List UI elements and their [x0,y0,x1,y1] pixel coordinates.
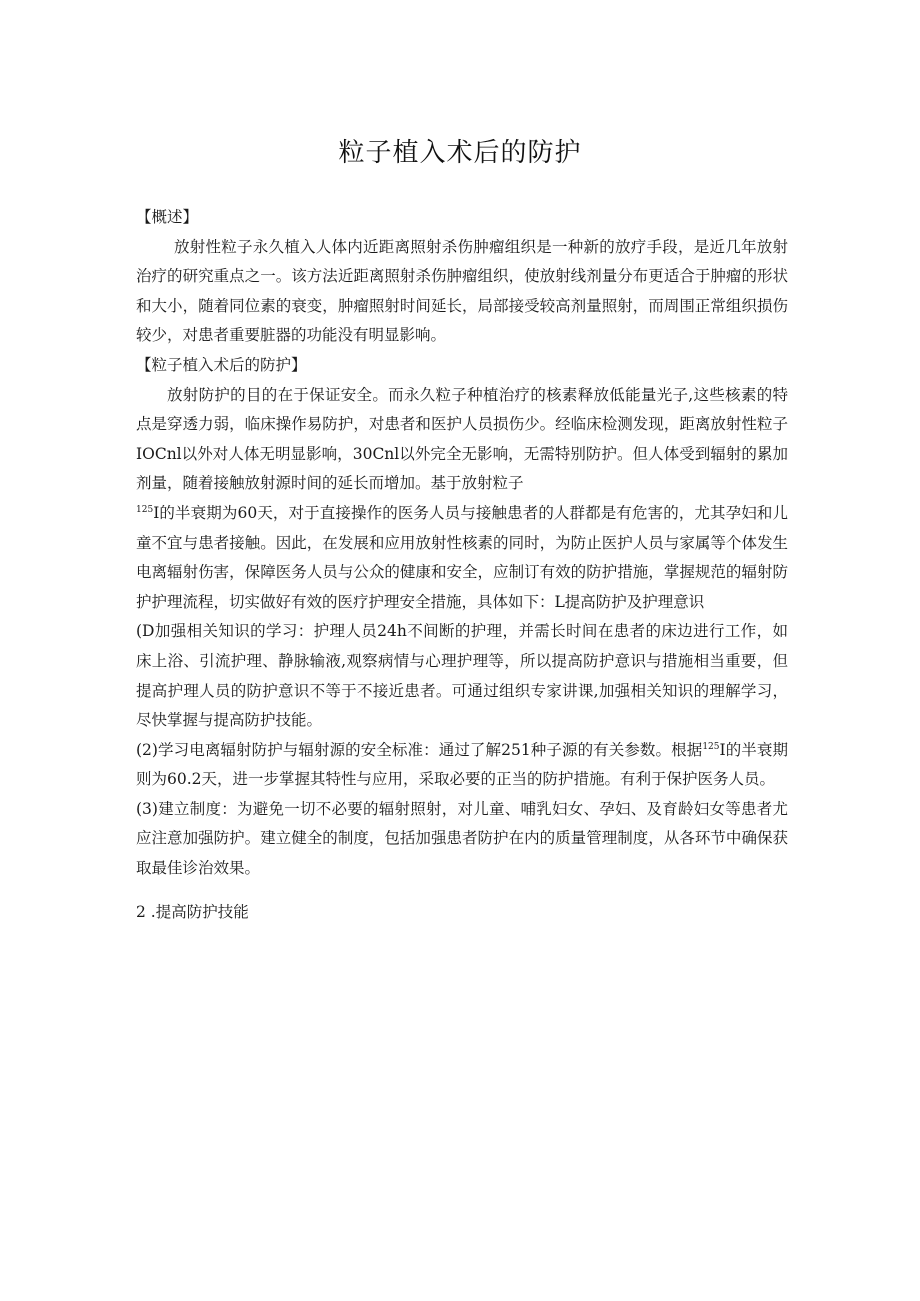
item-2-text-a: (2)学习电离辐射防护与辐射源的安全标准：通过了解251种子源的有关参数。根据 [136,740,703,759]
document-body [136,203,788,927]
item-3-paragraph: (3)建立制度：为避免一切不必要的辐射照射，对儿童、哺乳妇女、孕妇、及育龄妇女等患者尤应注意加强防护。建立健全的制度，包括加强患者防护在内的质量管理制度，从各环节中确保获取最佳诊治效果。 [136,799,788,878]
overview-heading: 【概述】 [136,208,199,226]
item-1-paragraph: (D加强相关知识的学习：护理人员24h不间断的护理，并需长时间在患者的床边进行工作，如床上浴、引流护理、静脉输液,观察病情与心理护理等，所以提高防护意识与措施相当重要，但提高护理人员的防护意识不等于不接近患者。可通过组织专家讲课,加强相关知识的理解学习，尽快掌握与提高防护技能。 [136,622,788,730]
item-2-paragraph [136,736,788,795]
page-title: 粒子植入术后的防护 [338,138,582,168]
item-2-text-b: I的半衰期则为60.2天，进一步掌握其特性与应用，采取必要的正当的防护措施。有利于保护医务人员。 [136,740,788,789]
isotope-superscript: 125 [136,504,154,515]
protection-text-a: 放射防护的目的在于保证安全。而永久粒子种植治疗的核素释放低能量光子,这些核素的特点是穿透力弱，临床操作易防护，对患者和医护人员损伤少。经临床检测发现，距离放射性粒子IOCnl以外对人体无明显影响，30Cnl以外完全无影响，无需特别防护。但人体受到辐射的累加剂量，随着接触放射源时间的延长而增加。基于放射粒子 [136,385,788,493]
item-2-superscript: 125 [702,741,720,752]
item-next-heading: 2 .提高防护技能 [136,902,249,921]
protection-text-b: I的半衰期为60天，对于直接操作的医务人员与接触患者的人群都是有危害的，尤其孕妇和儿童不宜与患者接触。因此，在发展和应用放射性核素的同时，为防止医护人员与家属等个体发生电离辐射伤害，保障医务人员与公众的健康和安全，应制订有效的防护措施，掌握规范的辐射防护护理流程，切实做好有效的医疗护理安全措施，具体如下：L提高防护及护理意识 [136,503,788,611]
overview-paragraph: 放射性粒子永久植入人体内近距离照射杀伤肿瘤组织是一种新的放疗手段，是近几年放射治疗的研究重点之一。该方法近距离照射杀伤肿瘤组织，使放射线剂量分布更适合于肿瘤的形状和大小，随着同位素的衰变，肿瘤照射时间延长，局部接受较高剂量照射，而周围正常组织损伤较少，对患者重要脏器的功能没有明显影响。 [136,237,788,345]
protection-paragraph [136,381,788,618]
protection-heading: 【粒子植入术后的防护】 [136,355,307,374]
